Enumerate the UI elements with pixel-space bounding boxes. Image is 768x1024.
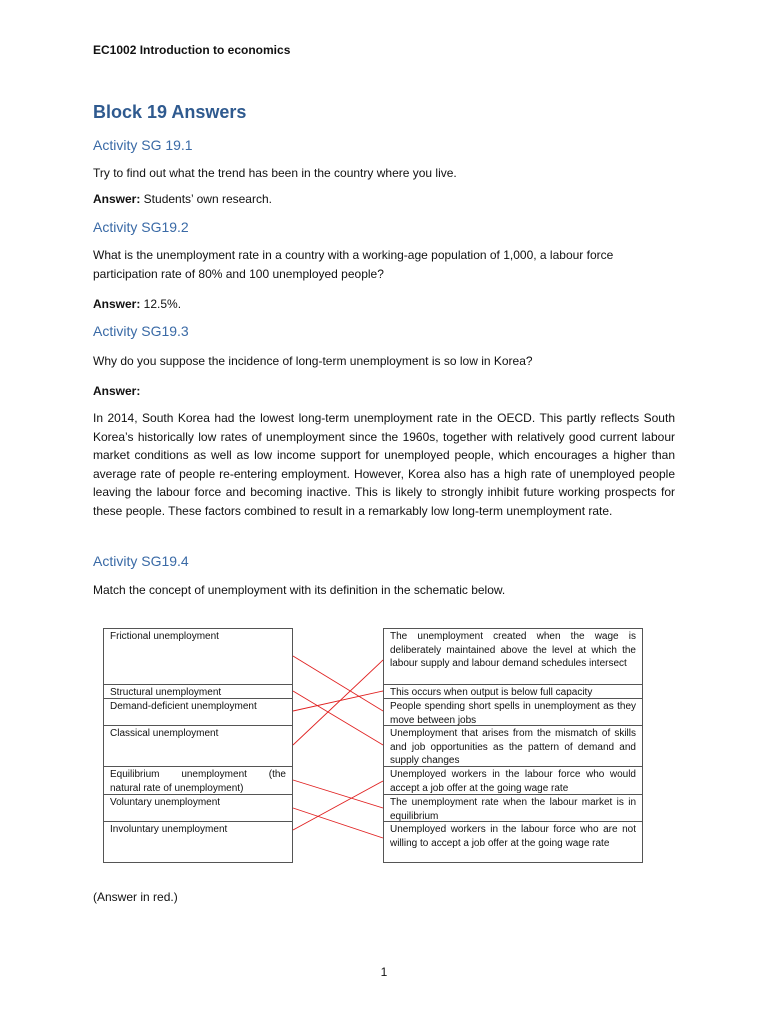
concept-demand-deficient: Demand-deficient unemployment [103,698,293,726]
definition-short-spells: People spending short spells in unemployment as they move between jobs [383,698,643,726]
activity-question-19-3: Why do you suppose the incidence of long-term unemployment is so low in Korea? [93,354,533,368]
page-title: Block 19 Answers [93,102,247,122]
activity-question-19-1: Try to find out what the trend has been in the country where you live. [93,166,457,180]
activity-heading-19-2: Activity SG19.2 [93,219,189,235]
concept-voluntary: Voluntary unemployment [103,794,293,822]
answer-label: Answer: [93,297,141,311]
activity-heading-19-1: Activity SG 19.1 [93,137,193,153]
concept-classical: Classical unemployment [103,725,293,767]
activity-answer-19-3: In 2014, South Korea had the lowest long-term unemployment rate in the OECD. This partly reflects South Korea’s historically low rates of unemployment since the 1960s, together with relatively good current labour market conditions as well as low income support for unemployed people, which encourages a higher than average rate of people re-entering employment. However, Korea also has a high rate of unemployed people leaving the labour force and becoming inactive. This is likely to strongly inhibit future working prospects for these people. These factors combined to result in a remarkably low long-term unemployment rate. [93,411,675,518]
definition-equilibrium: The unemployment rate when the labour market is in equilibrium [383,794,643,822]
answer-note: (Answer in red.) [93,890,178,904]
definition-would-accept: Unemployed workers in the labour force who would accept a job offer at the going wage rate [383,766,643,795]
answer-text: 12.5%. [140,297,182,311]
eq-word-2: unemployment [181,769,247,780]
activity-heading-19-3: Activity SG19.3 [93,323,189,339]
definition-below-capacity: This occurs when output is below full capacity [383,684,643,699]
concept-frictional: Frictional unemployment [103,628,293,685]
match-line-1 [293,691,383,745]
definition-not-willing: Unemployed workers in the labour force who are not willing to accept a job offer at the going wage rate [383,821,643,863]
answer-label-19-3: Answer: [93,384,141,398]
page-number: 1 [380,965,388,979]
running-header: EC1002 Introduction to economics [93,43,291,57]
activity-question-19-4: Match the concept of unemployment with its definition in the schematic below. [93,583,506,597]
definition-classical: The unemployment created when the wage is deliberately maintained above the level at which the labour supply and labour demand schedules intersect [383,628,643,685]
match-line-2 [293,691,383,711]
definition-mismatch: Unemployment that arises from the mismatch of skills and job opportunities as the pattern of demand and supply changes [383,725,643,767]
concept-involuntary: Involuntary unemployment [103,821,293,863]
activity-question-19-2: What is the unemployment rate in a country with a working-age population of 1,000, a labour force participation rate of 80% and 100 unemployed people? [93,248,614,281]
activity-heading-19-4: Activity SG19.4 [93,553,189,569]
eq-word-1: Equilibrium [110,769,160,780]
concept-structural: Structural unemployment [103,684,293,699]
match-line-4 [293,780,383,808]
concept-equilibrium-line2: natural rate of unemployment) [110,782,244,794]
answer-text: Students’ own research. [140,192,272,206]
answer-label: Answer: [93,192,141,206]
eq-word-3: (the [268,769,286,780]
